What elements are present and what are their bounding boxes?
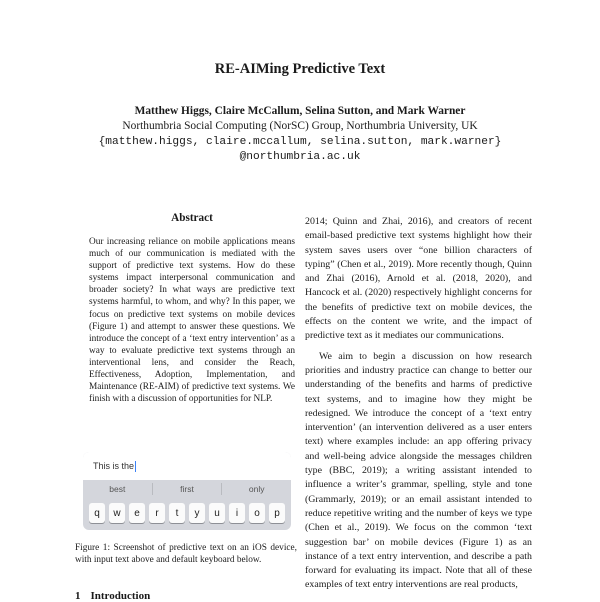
paper-affiliation: Northumbria Social Computing (NorSC) Group, Northumbria University, UK [122, 120, 478, 132]
keyboard-key: e [129, 503, 145, 523]
suggestion-bar [83, 480, 291, 498]
figure-input-field [83, 452, 291, 480]
section-number: 1 [75, 590, 81, 602]
suggestion-item: only [248, 484, 265, 494]
keyboard-key: p [269, 503, 285, 523]
text-caret [135, 461, 136, 472]
suggestion-item: first [180, 484, 194, 494]
keyboard-key: o [249, 503, 265, 523]
figure-caption: Figure 1: Screenshot of predictive text on an iOS device, with input text above and default keyboard below. [75, 543, 297, 565]
suggestion-item: best [109, 484, 126, 494]
abstract-text: Our increasing reliance on mobile applications means much of our communication is mediated with the support of predictive text systems. How do these systems impact interpersonal communication and broader society? In what ways are predictive text systems harmful, to whom, and why? In this paper, we focus on predictive text systems on mobile devices (Figure 1) and attempt to answer these questions. We introduce the concept of a ‘text entry intervention’ as a way to evaluate predictive text systems through an interventional lens, and consider the Reach, Effectiveness, Adoption, Implementation, and Maintenance (RE-AIM) of predictive text systems. We finish with a discussion of opportunities for NLP. [89, 237, 295, 405]
body-paragraph: 2014; Quinn and Zhai, 2016), and creators of recent email-based predictive text systems highlight how their system saves users over “one billion characters of typing” (Chen et al., 2019). More recently though, Quinn and Zhai (2016), Arnold et al. (2018, 2020), and Hancock et al. (2020) respectively highlight concerns for the benefits of predictive text on mobile devices, the effects on the content we write, and the impact of predictive text as it mediates our communications. [305, 216, 532, 342]
figure-input-text: This is the [93, 461, 135, 471]
emails-line-2: @northumbria.ac.uk [239, 151, 361, 163]
keyboard-key: y [189, 503, 205, 523]
right-column [305, 215, 532, 593]
emails-line-1: {matthew.higgs, claire.mccallum, selina.sutton, mark.warner} [98, 136, 502, 148]
abstract-heading: Abstract [171, 212, 213, 224]
paper-title: RE-AIMing Predictive Text [214, 61, 386, 77]
paper-authors: Matthew Higgs, Claire McCallum, Selina Sutton, and Mark Warner [134, 105, 466, 117]
keyboard-key: t [169, 503, 185, 523]
abstract-section [89, 212, 295, 405]
section-title: Introduction [90, 590, 151, 602]
keyboard-key: i [229, 503, 245, 523]
keyboard-key: q [89, 503, 105, 523]
section-heading [75, 590, 150, 602]
paper-emails [0, 135, 600, 165]
keyboard-key: w [109, 503, 125, 523]
keyboard-key: r [149, 503, 165, 523]
keyboard-row [83, 498, 291, 523]
figure-keyboard-screenshot [83, 452, 291, 530]
body-paragraph: We aim to begin a discussion on how research priorities and industry practice can change to better our understanding of the benefits and harms of predictive text systems, and to imagine how they might be redesigned. We introduce the concept of a ‘text entry intervention’ (an intervention delivered as a user enters text) where examples include: an app offering privacy and well-being advice alongside the messages children type (BBC, 2019); a writing assistant intended to influence a writer’s grammar, spelling, style and tone (Grammarly, 2019); or an email assistant intended to reduce repetitive writing and the number of keys we type (Chen et al., 2019). We focus on the common ‘text suggestion bar’ on mobile devices (Figure 1) as an instance of a text entry intervention, and describe a path forward for evaluating its impact. Note that all of these examples of text entry interventions are real products, [305, 350, 532, 591]
keyboard-key: u [209, 503, 225, 523]
